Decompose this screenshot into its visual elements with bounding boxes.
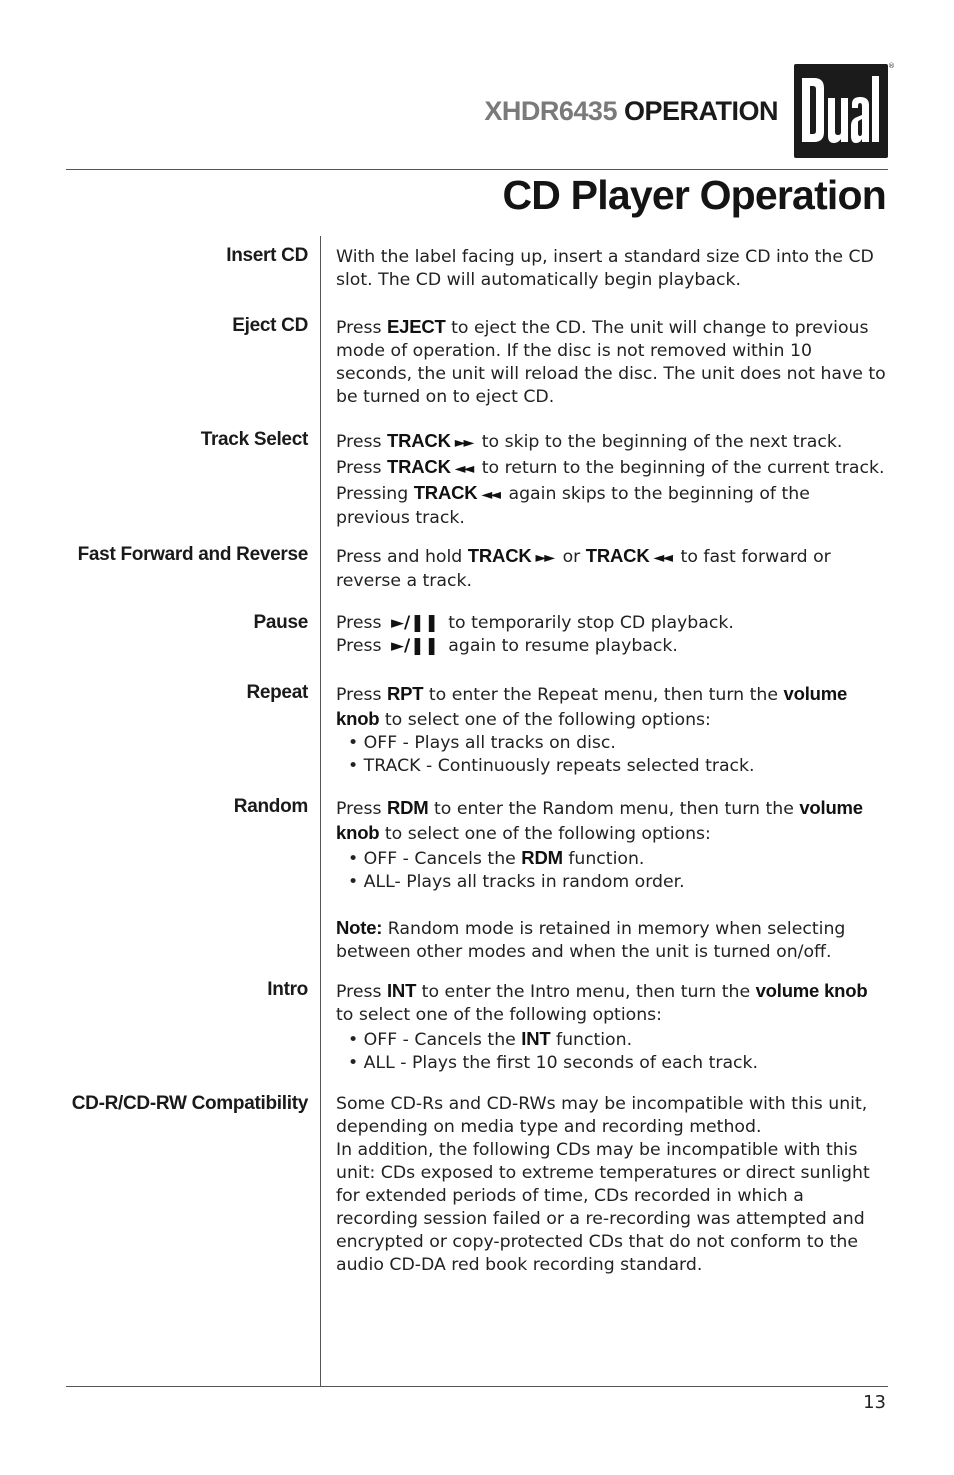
section-body-fast-forward-reverse bbox=[336, 544, 888, 593]
text-run: Press bbox=[336, 432, 387, 452]
pause-line-2 bbox=[336, 635, 888, 658]
header-divider bbox=[66, 169, 888, 170]
section-label-eject-cd: Eject CD bbox=[232, 315, 308, 336]
text-run: to enter the Repeat menu, then turn the bbox=[423, 685, 784, 705]
key-track: TRACK bbox=[585, 545, 650, 566]
dual-logo-mark bbox=[794, 64, 888, 158]
text-run: again skips to the beginning of the previous track. bbox=[336, 484, 810, 528]
repeat-text bbox=[336, 682, 888, 732]
key-track: TRACK bbox=[467, 545, 532, 566]
registered-mark: ® bbox=[888, 62, 895, 70]
compatibility-para-2: In addition, the following CDs may be incompatible with this unit: CDs exposed to extreme temperatures or direct sunlight for extended periods of time, CDs recorded in which a recording session failed or a re-recording was attempted and encrypted or copy-protected CDs that do not conform to the audio CD-DA red book recording standard. bbox=[336, 1140, 870, 1275]
section-label-compatibility: CD-R/CD-RW Compatibility bbox=[71, 1093, 308, 1114]
model-number: XHDR6435 bbox=[484, 96, 617, 126]
section-body-compatibility bbox=[336, 1093, 888, 1277]
dual-logo bbox=[794, 62, 895, 158]
section-label-intro: Intro bbox=[267, 979, 308, 1000]
fast-forward-reverse-text bbox=[336, 544, 888, 593]
footer-divider bbox=[66, 1386, 888, 1387]
text-run: to select one of the following options: bbox=[336, 1005, 662, 1025]
key-rdm: RDM bbox=[521, 847, 563, 868]
text-run: Press and hold bbox=[336, 547, 468, 567]
model-operation-heading bbox=[484, 96, 778, 127]
text-run: to skip to the beginning of the next track. Press bbox=[336, 432, 843, 478]
text-run: to enter the Random menu, then turn the bbox=[428, 799, 800, 819]
key-track: TRACK bbox=[386, 456, 451, 477]
text-run: to enter the Intro menu, then turn the bbox=[416, 982, 756, 1002]
repeat-option-off: • OFF - Plays all tracks on disc. bbox=[348, 733, 616, 753]
text-run: to return to the beginning of the current track. Pressing bbox=[336, 458, 885, 504]
key-eject: EJECT bbox=[386, 316, 446, 337]
insert-cd-text: With the label facing up, insert a standard size CD into the CD slot. The CD will automatically begin playback. bbox=[336, 247, 874, 290]
text-run: Random mode is retained in memory when selecting between other modes and when the unit is turned on/off. bbox=[336, 919, 846, 962]
key-int: INT bbox=[521, 1028, 551, 1049]
text-run: Press bbox=[336, 613, 387, 633]
section-label-pause: Pause bbox=[253, 612, 308, 633]
column-divider bbox=[320, 236, 321, 1386]
volume-knob-term: volume knob bbox=[336, 683, 848, 729]
compatibility-para-1: Some CD-Rs and CD-RWs may be incompatible with this unit, depending on media type and recording method. bbox=[336, 1094, 868, 1137]
section-label-track-select: Track Select bbox=[200, 429, 308, 450]
text-run: again to resume playback. bbox=[442, 636, 678, 656]
repeat-option-track: • TRACK - Continuously repeats selected track. bbox=[348, 756, 755, 776]
page-title: CD Player Operation bbox=[502, 172, 886, 218]
play-pause-icon: ►/❚❚ bbox=[390, 613, 439, 633]
previous-track-icon: ◄◄ bbox=[481, 487, 499, 503]
text-run: function. bbox=[562, 849, 645, 869]
operation-label: OPERATION bbox=[623, 96, 778, 126]
page-header bbox=[66, 62, 895, 160]
text-run: to fast forward or reverse a track. bbox=[336, 547, 831, 591]
random-option-off bbox=[336, 846, 888, 871]
random-text bbox=[336, 796, 888, 846]
next-track-icon: ►► bbox=[454, 435, 473, 451]
intro-text bbox=[336, 979, 888, 1027]
section-label-fast-forward-reverse: Fast Forward and Reverse bbox=[77, 544, 308, 565]
text-run: Press bbox=[336, 799, 387, 819]
key-rpt: RPT bbox=[386, 683, 424, 704]
section-body-pause bbox=[336, 612, 888, 658]
key-int: INT bbox=[386, 980, 417, 1001]
text-run: • OFF - Cancels the bbox=[348, 849, 522, 869]
key-track: TRACK bbox=[386, 430, 451, 451]
text-run: Press bbox=[336, 685, 387, 705]
key-track: TRACK bbox=[413, 482, 478, 503]
volume-knob-term: volume knob bbox=[336, 797, 863, 843]
eject-cd-text bbox=[336, 315, 888, 409]
play-pause-icon: ►/❚❚ bbox=[390, 636, 439, 656]
next-track-icon: ►► bbox=[535, 550, 554, 566]
text-run: function. bbox=[550, 1030, 633, 1050]
text-run: • OFF - Cancels the bbox=[348, 1030, 522, 1050]
section-body-eject-cd bbox=[336, 315, 888, 409]
page-number: 13 bbox=[863, 1392, 886, 1413]
section-label-insert-cd: Insert CD bbox=[226, 245, 308, 266]
text-run: to temporarily stop CD playback. bbox=[442, 613, 734, 633]
intro-option-off bbox=[336, 1027, 888, 1052]
section-label-random: Random bbox=[233, 796, 308, 817]
note-label: Note: bbox=[336, 917, 383, 938]
text-run: Press bbox=[336, 982, 387, 1002]
random-option-all: • ALL- Plays all tracks in random order. bbox=[348, 872, 685, 892]
text-run: to select one of the following options: bbox=[379, 710, 711, 730]
volume-knob-term: volume knob bbox=[755, 980, 868, 1001]
text-run: or bbox=[557, 547, 586, 567]
track-select-text bbox=[336, 429, 888, 530]
section-body-intro bbox=[336, 979, 888, 1075]
pause-line-1 bbox=[336, 612, 888, 635]
random-note bbox=[336, 916, 888, 964]
section-body-insert-cd bbox=[336, 246, 888, 292]
section-label-repeat: Repeat bbox=[246, 682, 308, 703]
text-run: Press bbox=[336, 318, 387, 338]
text-run: Press bbox=[336, 636, 387, 656]
previous-track-icon: ◄◄ bbox=[454, 461, 473, 477]
intro-option-all: • ALL - Plays the first 10 seconds of each track. bbox=[348, 1053, 759, 1073]
section-body-repeat bbox=[336, 682, 888, 778]
text-run: to eject the CD. The unit will change to previous mode of operation. If the disc is not removed within 10 seconds, the unit will reload the disc. The unit does not have to be turned on to eject CD. bbox=[336, 318, 886, 407]
previous-track-icon: ◄◄ bbox=[653, 550, 672, 566]
key-rdm: RDM bbox=[386, 797, 429, 818]
section-body-random bbox=[336, 796, 888, 964]
section-body-track-select bbox=[336, 429, 888, 530]
text-run: to select one of the following options: bbox=[379, 824, 711, 844]
